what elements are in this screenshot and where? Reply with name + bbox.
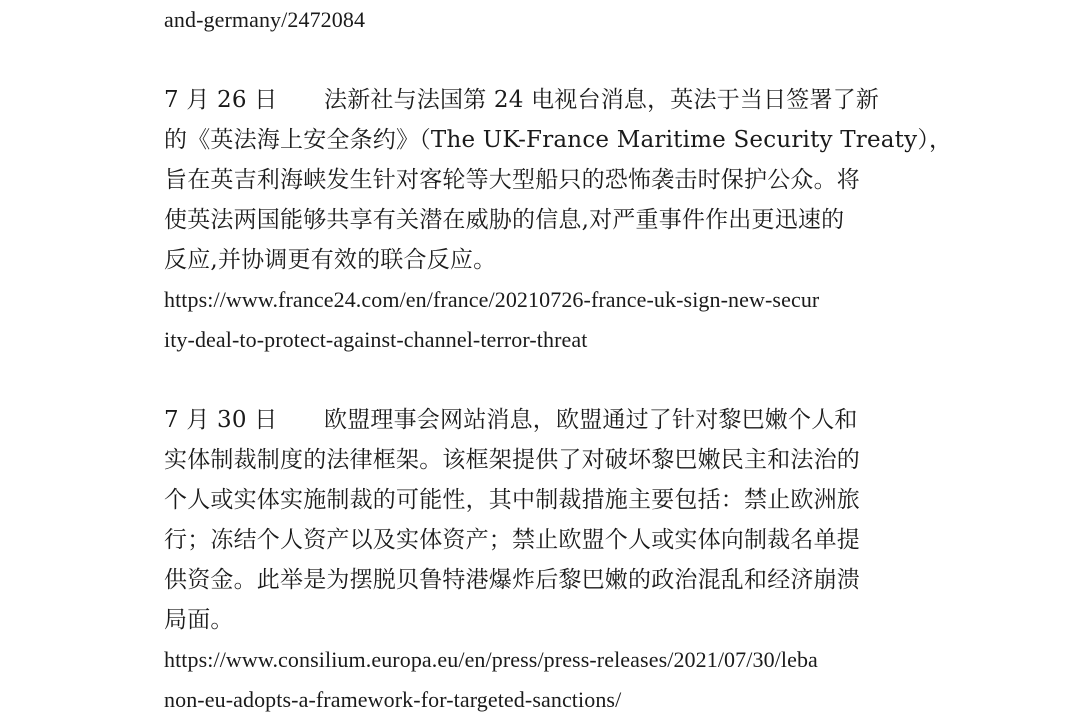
entry-1-text-line-4: 使英法两国能够共享有关潜在威胁的信息,对严重事件作出更迅速的 bbox=[164, 207, 845, 233]
entry-2-text-line-4: 行；冻结个人资产以及实体资产；禁止欧盟个人或实体向制裁名单提 bbox=[164, 527, 860, 553]
entry-1-url-line-1[interactable]: https://www.france24.com/en/france/20210726-france-uk-sign-new-secur bbox=[164, 287, 820, 312]
entry-2-first-line bbox=[164, 406, 858, 434]
entry-2-text-line-2: 实体制裁制度的法律框架。该框架提供了对破坏黎巴嫩民主和法治的 bbox=[164, 447, 860, 473]
entry-2-url-line-2[interactable]: non-eu-adopts-a-framework-for-targeted-sanctions/ bbox=[164, 687, 622, 712]
entry-2-text-line-5: 供资金。此举是为摆脱贝鲁特港爆炸后黎巴嫩的政治混乱和经济崩溃 bbox=[164, 567, 860, 593]
entry-1-first-line bbox=[164, 86, 879, 114]
entry-2-text-line-3: 个人或实体实施制裁的可能性，其中制裁措施主要包括：禁止欧洲旅 bbox=[164, 487, 860, 513]
entry-2-date: 7 月 30 日 bbox=[164, 407, 278, 433]
entry-1-url-line-2[interactable]: ity-deal-to-protect-against-channel-terror-threat bbox=[164, 327, 588, 352]
entry-1-text-line-3: 旨在英吉利海峡发生针对客轮等大型船只的恐怖袭击时保护公众。将 bbox=[164, 167, 860, 193]
entry-2-url-line-1[interactable]: https://www.consilium.europa.eu/en/press/press-releases/2021/07/30/leba bbox=[164, 647, 818, 672]
entry-1-text-line-5: 反应,并协调更有效的联合反应。 bbox=[164, 247, 497, 273]
entry-2-text-line-1: 欧盟理事会网站消息，欧盟通过了针对黎巴嫩个人和 bbox=[324, 407, 858, 433]
entry-1-text-line-2: 的《英法海上安全条约》（The UK-France Maritime Security Treaty）， bbox=[164, 127, 953, 153]
header-url-tail[interactable]: and-germany/2472084 bbox=[164, 7, 366, 32]
entry-2-text-line-6: 局面。 bbox=[164, 607, 234, 633]
entry-1-text-line-1: 法新社与法国第 24 电视台消息，英法于当日签署了新 bbox=[324, 87, 880, 113]
entry-1-date: 7 月 26 日 bbox=[164, 87, 278, 113]
